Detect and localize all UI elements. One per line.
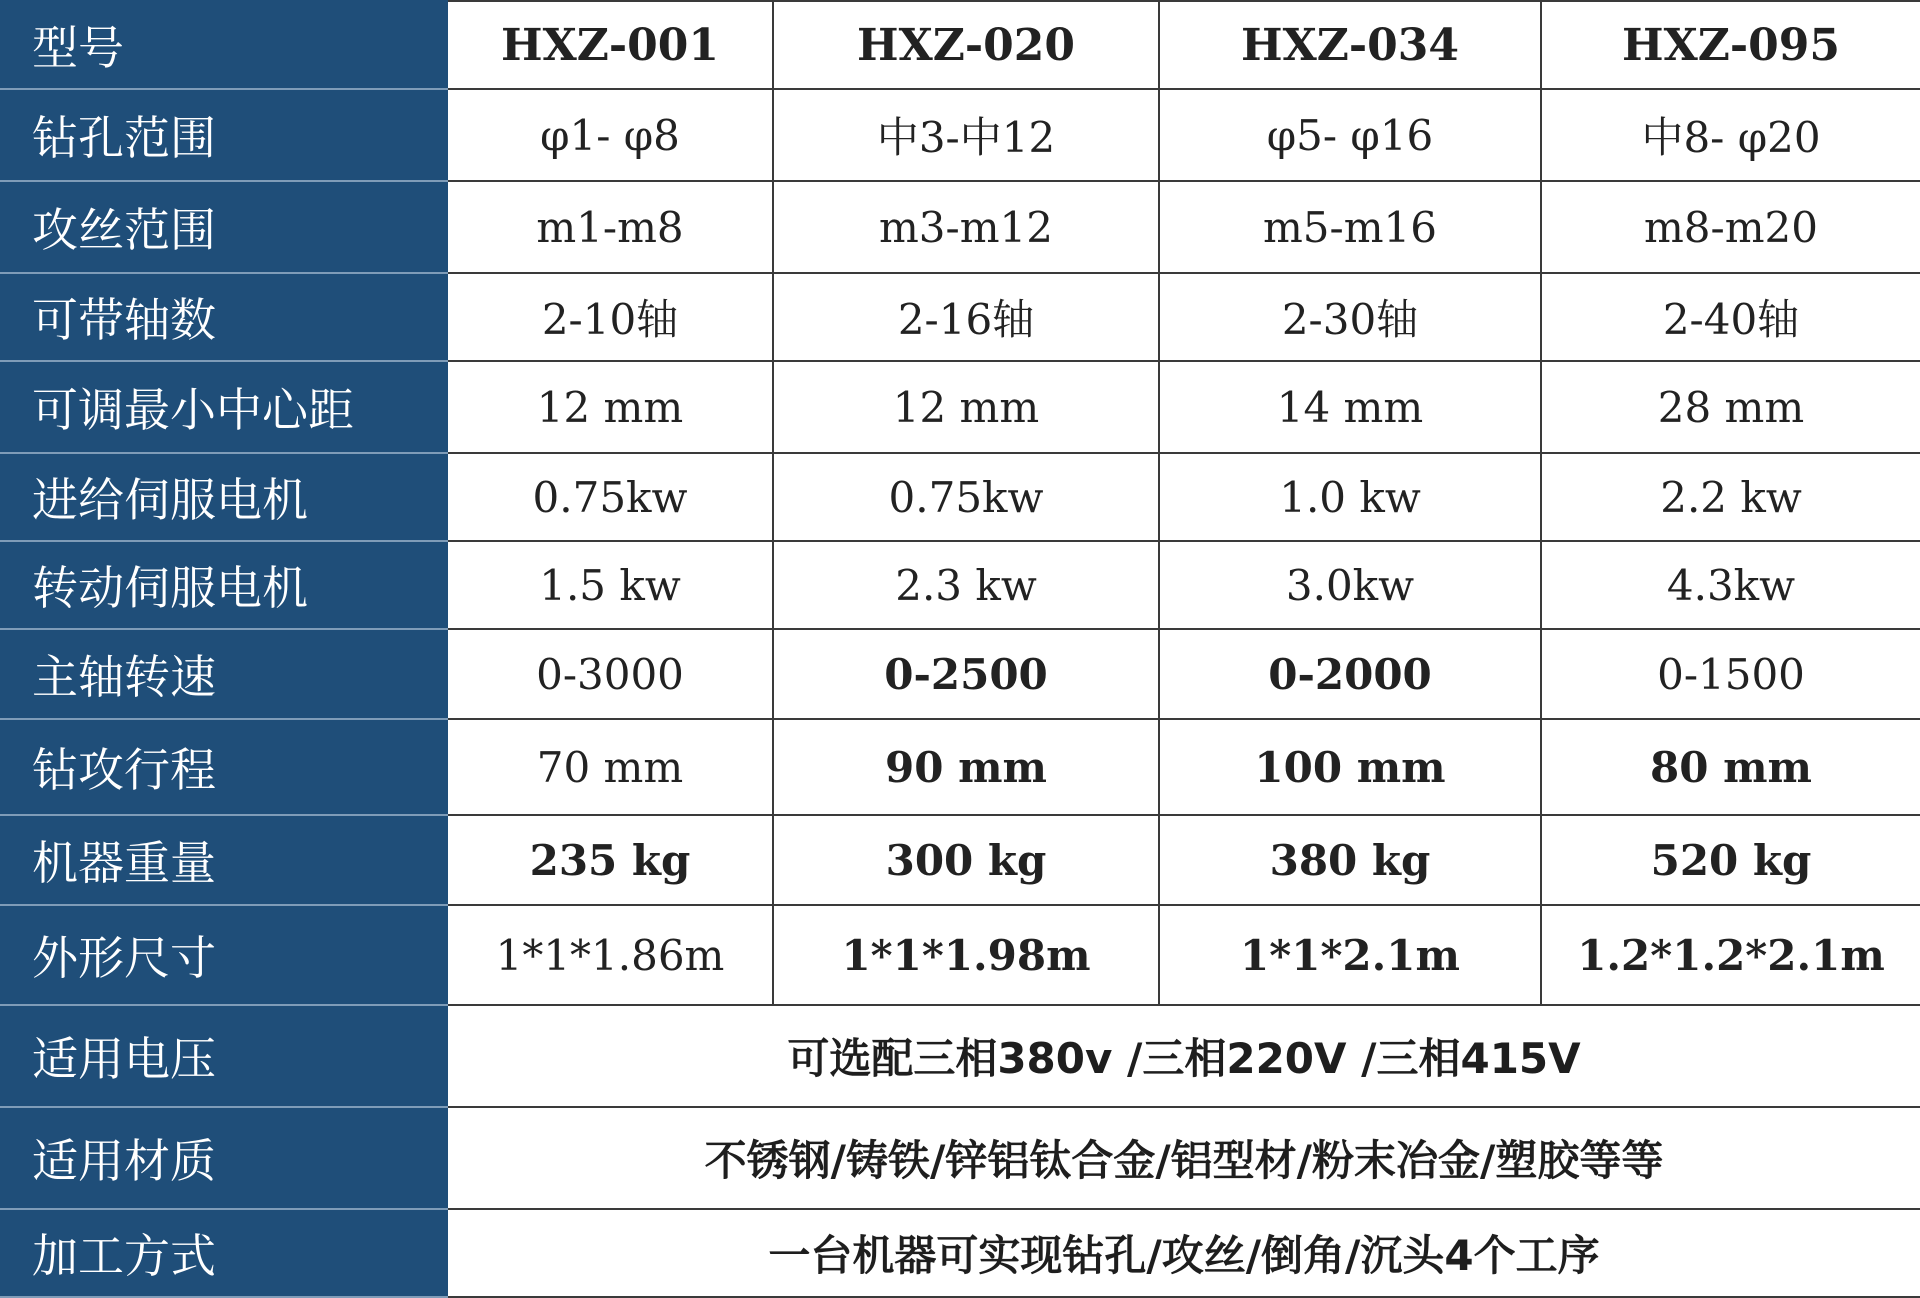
spec-row-tapping-range [1,181,1920,273]
processing-method-value: 一台机器可实现钻孔/攻丝/倒角/沉头4个工序 [447,1209,1920,1297]
spec-value: 2-16轴 [773,273,1159,361]
spec-row-processing-method [1,1209,1920,1297]
spec-value: 380 kg [1159,815,1541,905]
row-label: 机器重量 [1,815,447,905]
spec-value: m8-m20 [1541,181,1920,273]
spec-row-drilling-range [1,89,1920,181]
model-name: HXZ-034 [1159,1,1541,89]
spec-row-dimensions [1,905,1920,1005]
spec-value: m3-m12 [773,181,1159,273]
model-name: HXZ-095 [1541,1,1920,89]
spec-value: 中8- φ20 [1541,89,1920,181]
spec-value: 235 kg [447,815,773,905]
spec-value: 0-1500 [1541,629,1920,719]
header-label: 型号 [1,1,447,89]
spec-value: 14 mm [1159,361,1541,453]
spec-value: 1.5 kw [447,541,773,629]
spec-value: 2.3 kw [773,541,1159,629]
row-label: 攻丝范围 [1,181,447,273]
spec-value: 2-30轴 [1159,273,1541,361]
spec-value: 12 mm [447,361,773,453]
spec-value: m5-m16 [1159,181,1541,273]
row-label: 可调最小中心距 [1,361,447,453]
spec-value: 28 mm [1541,361,1920,453]
spec-value: m1-m8 [447,181,773,273]
spec-value: 2-40轴 [1541,273,1920,361]
row-label: 可带轴数 [1,273,447,361]
spec-value: 1*1*2.1m [1159,905,1541,1005]
spec-row-machine-weight [1,815,1920,905]
spec-value: 0.75kw [447,453,773,541]
row-label: 适用材质 [1,1107,447,1209]
spec-value: 0-3000 [447,629,773,719]
row-label: 转动伺服电机 [1,541,447,629]
spec-value: 2.2 kw [1541,453,1920,541]
spec-row-min-center-distance [1,361,1920,453]
spec-value: 520 kg [1541,815,1920,905]
spec-value: 1*1*1.86m [447,905,773,1005]
spec-value: 1.2*1.2*2.1m [1541,905,1920,1005]
model-name: HXZ-020 [773,1,1159,89]
spec-value: 80 mm [1541,719,1920,815]
spec-value: 中3-中12 [773,89,1159,181]
spec-row-spindle-count [1,273,1920,361]
spec-value: 4.3kw [1541,541,1920,629]
spec-row-spindle-speed [1,629,1920,719]
spec-value: 12 mm [773,361,1159,453]
spec-value: 90 mm [773,719,1159,815]
header-row [1,1,1920,89]
spec-value: 1*1*1.98m [773,905,1159,1005]
model-name: HXZ-001 [447,1,773,89]
materials-value: 不锈钢/铸铁/锌铝钛合金/铝型材/粉末冶金/塑胶等等 [447,1107,1920,1209]
spec-value: 1.0 kw [1159,453,1541,541]
spec-row-materials [1,1107,1920,1209]
row-label: 钻孔范围 [1,89,447,181]
row-label: 适用电压 [1,1005,447,1107]
spec-value: 0.75kw [773,453,1159,541]
spec-value: 3.0kw [1159,541,1541,629]
row-label: 外形尺寸 [1,905,447,1005]
spec-value: 300 kg [773,815,1159,905]
spec-row-voltage [1,1005,1920,1107]
spec-row-feed-servo-motor [1,453,1920,541]
row-label: 进给伺服电机 [1,453,447,541]
voltage-value: 可选配三相380v /三相220V /三相415V [447,1005,1920,1107]
row-label: 主轴转速 [1,629,447,719]
spec-row-rotation-servo-motor [1,541,1920,629]
spec-value: 2-10轴 [447,273,773,361]
spec-row-stroke [1,719,1920,815]
spec-value: φ5- φ16 [1159,89,1541,181]
row-label: 钻攻行程 [1,719,447,815]
spec-value: 0-2000 [1159,629,1541,719]
spec-value: 0-2500 [773,629,1159,719]
spec-value: φ1- φ8 [447,89,773,181]
spec-value: 100 mm [1159,719,1541,815]
row-label: 加工方式 [1,1209,447,1297]
spec-value: 70 mm [447,719,773,815]
